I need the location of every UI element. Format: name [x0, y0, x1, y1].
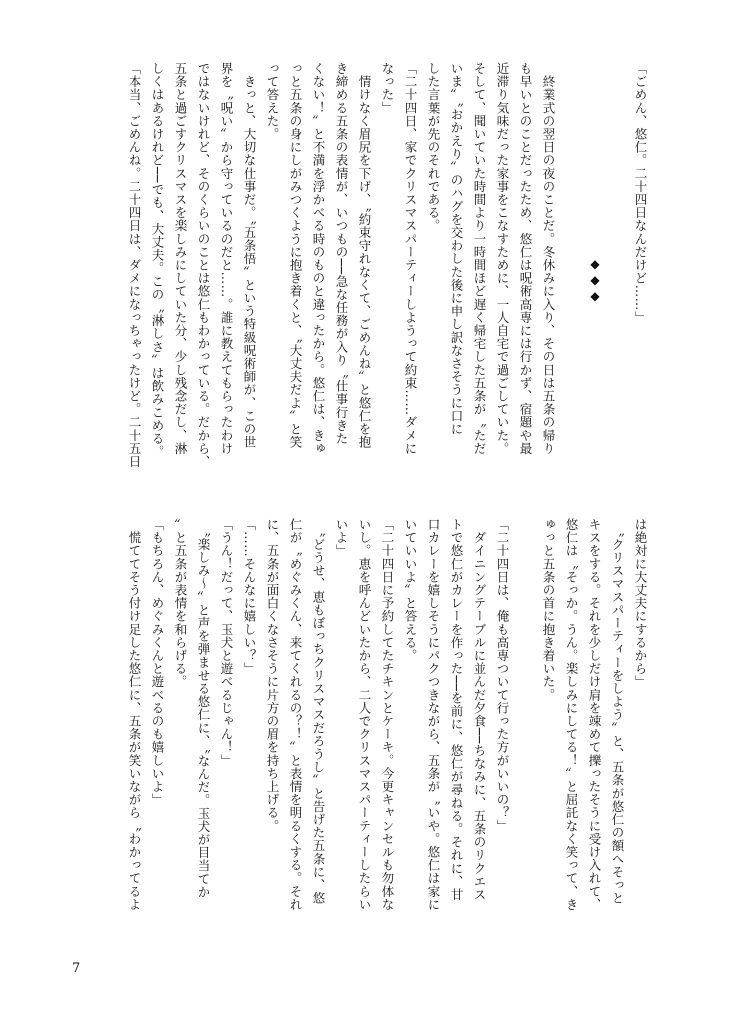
text-line: いていいよ〟と答える。	[403, 518, 418, 663]
text-line: しくはあるけれど──でも、大丈夫。この〝淋しさ〟は飲みこめる。	[150, 62, 165, 459]
text-line	[606, 62, 629, 502]
text-line: 〝クリスマスパーティーをしよう〟と、五条が悠仁の額へそっと	[610, 518, 625, 905]
text-line: 「もちろん、めぐみくんと遊べるのも嬉しいよ」	[150, 518, 165, 807]
text-line: 口カレーを嬉しそうにパクつきながら、五条が〝いや。悠仁は家に	[426, 518, 441, 911]
text-line: きっと、大切な仕事だ。〝五条悟〟という特級呪術師が、この世	[242, 62, 257, 449]
text-line: 「ごめん、悠仁。二十四日なんだけど……」	[633, 62, 648, 324]
text-line: した言葉が先のそれである。	[426, 62, 441, 233]
text-line: 仁が〝めぐみくん、来てくれるの？！〟と表情を明るくする。それ	[288, 518, 303, 911]
text-line: 「……そんなに嬉しい？」	[242, 518, 257, 676]
text-line: ダイニングテーブルに並んだ夕食──ちなみに、五条のリクエス	[472, 518, 487, 902]
text-line: そして、聞いていた時間より一時間ほど遅く帰宅した五条が〝ただ	[472, 62, 487, 455]
text-line: いま〟〝おかえり〟のハグを交わした後に申し訳なさそうに口に	[449, 62, 464, 436]
text-line: って答えた。	[265, 62, 280, 141]
text-line: 界を〝呪い〟から守っているのだと……。誰に教えてもらったわけ	[219, 62, 234, 455]
text-line: いよ」	[334, 518, 349, 558]
text-line: 〟と五条が表情を和らげる。	[173, 518, 188, 689]
text-line: も早いとのことだったため、悠仁は呪術高専には行かず、宿題や最	[518, 62, 533, 455]
text-line: 「うん！だって、玉犬と遊べるじゃん！」	[219, 518, 234, 767]
text-line: キスをする。それを少しだけ肩を竦めて擽ったそうに受け入れて、	[587, 518, 602, 911]
text-line: くない！〟と不満を浮かべる時のものと違ったから。悠仁は、きゅ	[311, 62, 326, 455]
section-separator: ◆◆◆	[588, 257, 602, 305]
text-line: っと五条の身にしがみつくように抱き着くと、〝大丈夫だよ〟と笑	[288, 62, 303, 449]
text-line: 近滞り気味だった家事をこなすために、一人自宅で過ごしていた。	[495, 62, 510, 455]
text-line: 「二十四日は、俺も高専ついて行った方がいいの？」	[495, 518, 510, 833]
text-line: 「二十四日、家でクリスマスパーティーしようって約束……ダメに	[403, 62, 418, 455]
text-line: なった」	[380, 62, 395, 115]
text-line: 「本当、ごめんね。二十四日は、ダメになっちゃったけど。二十五日	[127, 62, 142, 469]
text-block-top	[92, 62, 652, 502]
text-line: いし。恵を呼んどいたから、二人でクリスマスパーティーしたらい	[357, 518, 372, 911]
text-line: ではないけれど、そのくらいのことは悠仁もわかっている。だから、	[196, 62, 211, 469]
text-line: 情けなく眉尻を下げ、〝約束守れなくて、ごめんね〟と悠仁を抱	[357, 62, 372, 449]
text-line: トで悠仁がカレーを作った──を前に、悠仁が尋ねる。それに、甘	[449, 518, 464, 902]
text-line: 〝どうせ、恵もぼっちクリスマスだろうし〟と告げた五条に、悠	[311, 518, 326, 905]
page-number: 7	[72, 961, 81, 976]
text-line	[514, 518, 537, 958]
text-line: ゅっと五条の首に抱き着いた。	[541, 518, 556, 702]
text-line	[560, 62, 583, 502]
text-line: 「二十四日に予約してたチキンとケーキ。今更キャンセルも勿体な	[380, 518, 395, 911]
text-line: 〝楽しみ～〟と声を弾ませる悠仁に、〝なんだ。玉犬が目当てか	[196, 518, 211, 899]
text-block-bottom	[92, 518, 652, 958]
text-line: に、五条が面白くなさそうに片方の眉を持ち上げる。	[265, 518, 280, 833]
text-line: 五条と過ごすクリスマスを楽しみにしていた分、少し残念だし、淋	[173, 62, 188, 455]
text-line: 悠仁は〝そっか。うん。楽しみにしてる！〟と屈託なく笑って、き	[564, 518, 579, 911]
text-line: は絶対に大丈夫にするから」	[633, 518, 648, 689]
text-line: き締める五条の表情が、いつもの──急な任務が入り〝仕事行きた	[334, 62, 349, 446]
text-line: 慌ててそう付け足した悠仁に、五条が笑いながら〝わかってるよ	[127, 518, 142, 911]
text-line: 終業式の翌日の夜のことだ。冬休みに入り、その日は五条の帰り	[541, 62, 556, 455]
